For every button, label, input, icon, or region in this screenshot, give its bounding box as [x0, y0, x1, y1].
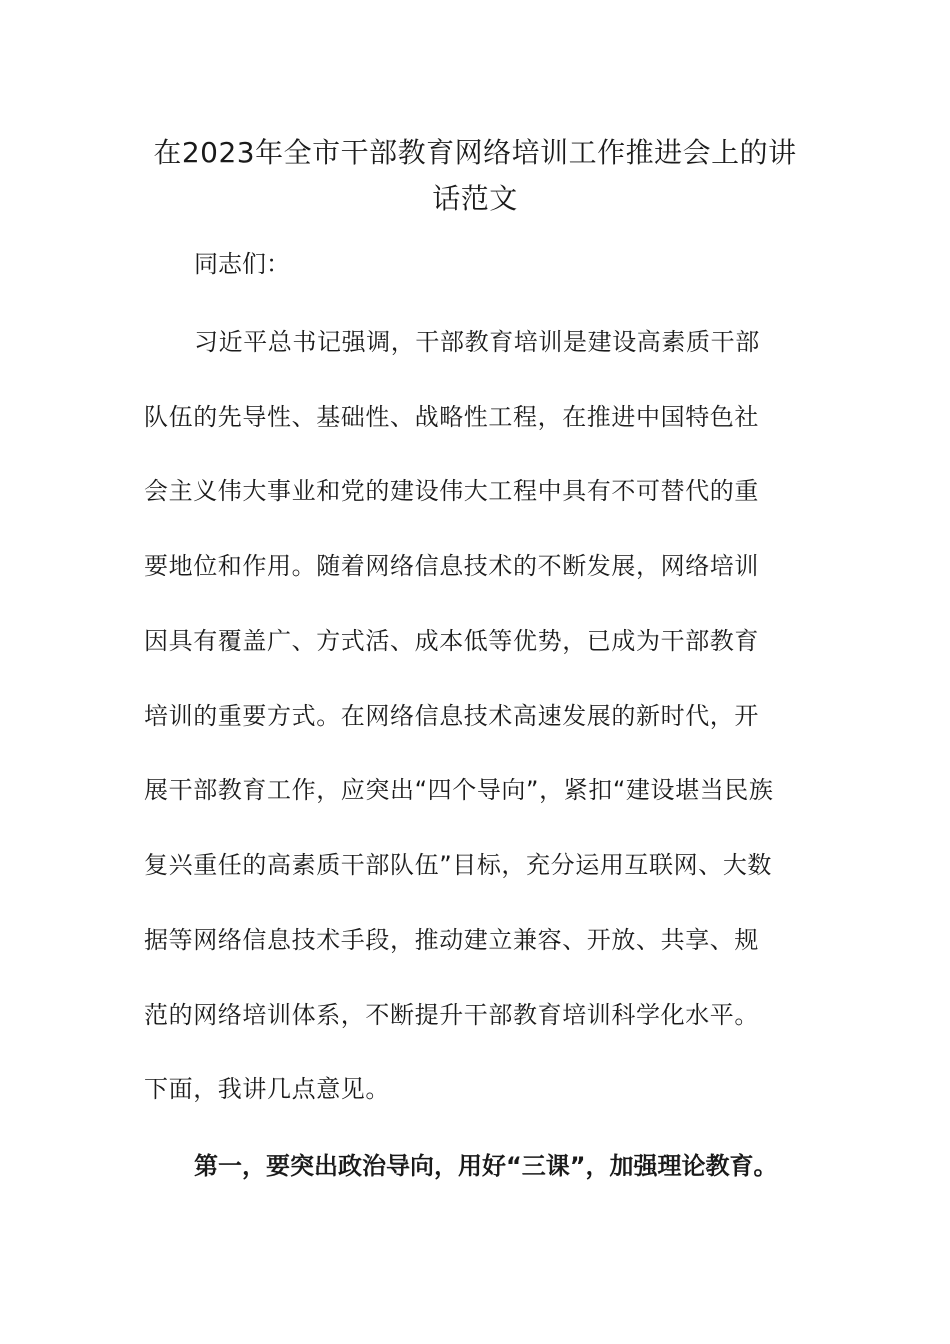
title-line-1: 在2023年全市干部教育网络培训工作推进会上的讲 [153, 136, 797, 169]
paragraph-line: 复兴重任的高素质干部队伍”目标，充分运用互联网、大数 [144, 851, 773, 879]
paragraph-line: 据等网络信息技术手段，推动建立兼容、开放、共享、规 [144, 926, 759, 954]
paragraph-line: 因具有覆盖广、方式活、成本低等优势，已成为干部教育 [144, 627, 759, 655]
title-line-2: 话范文 [432, 182, 518, 215]
salutation: 同志们： [194, 250, 290, 278]
document-title [140, 130, 810, 222]
section-heading: 第一，要突出政治导向，用好“三课”，加强理论教育。 [194, 1152, 778, 1180]
paragraph-line: 习近平总书记强调，干部教育培训是建设高素质干部 [194, 328, 760, 356]
paragraph-line: 要地位和作用。随着网络信息技术的不断发展，网络培训 [144, 552, 759, 580]
paragraph-line: 会主义伟大事业和党的建设伟大工程中具有不可替代的重 [144, 477, 759, 505]
paragraph-line: 队伍的先导性、基础性、战略性工程，在推进中国特色社 [144, 403, 759, 431]
paragraph-line: 展干部教育工作，应突出“四个导向”，紧扣“建设堪当民族 [144, 776, 774, 804]
paragraph-line: 下面，我讲几点意见。 [144, 1075, 390, 1103]
paragraph-line: 培训的重要方式。在网络信息技术高速发展的新时代，开 [144, 702, 759, 730]
paragraph-line: 范的网络培训体系，不断提升干部教育培训科学化水平。 [144, 1001, 759, 1029]
